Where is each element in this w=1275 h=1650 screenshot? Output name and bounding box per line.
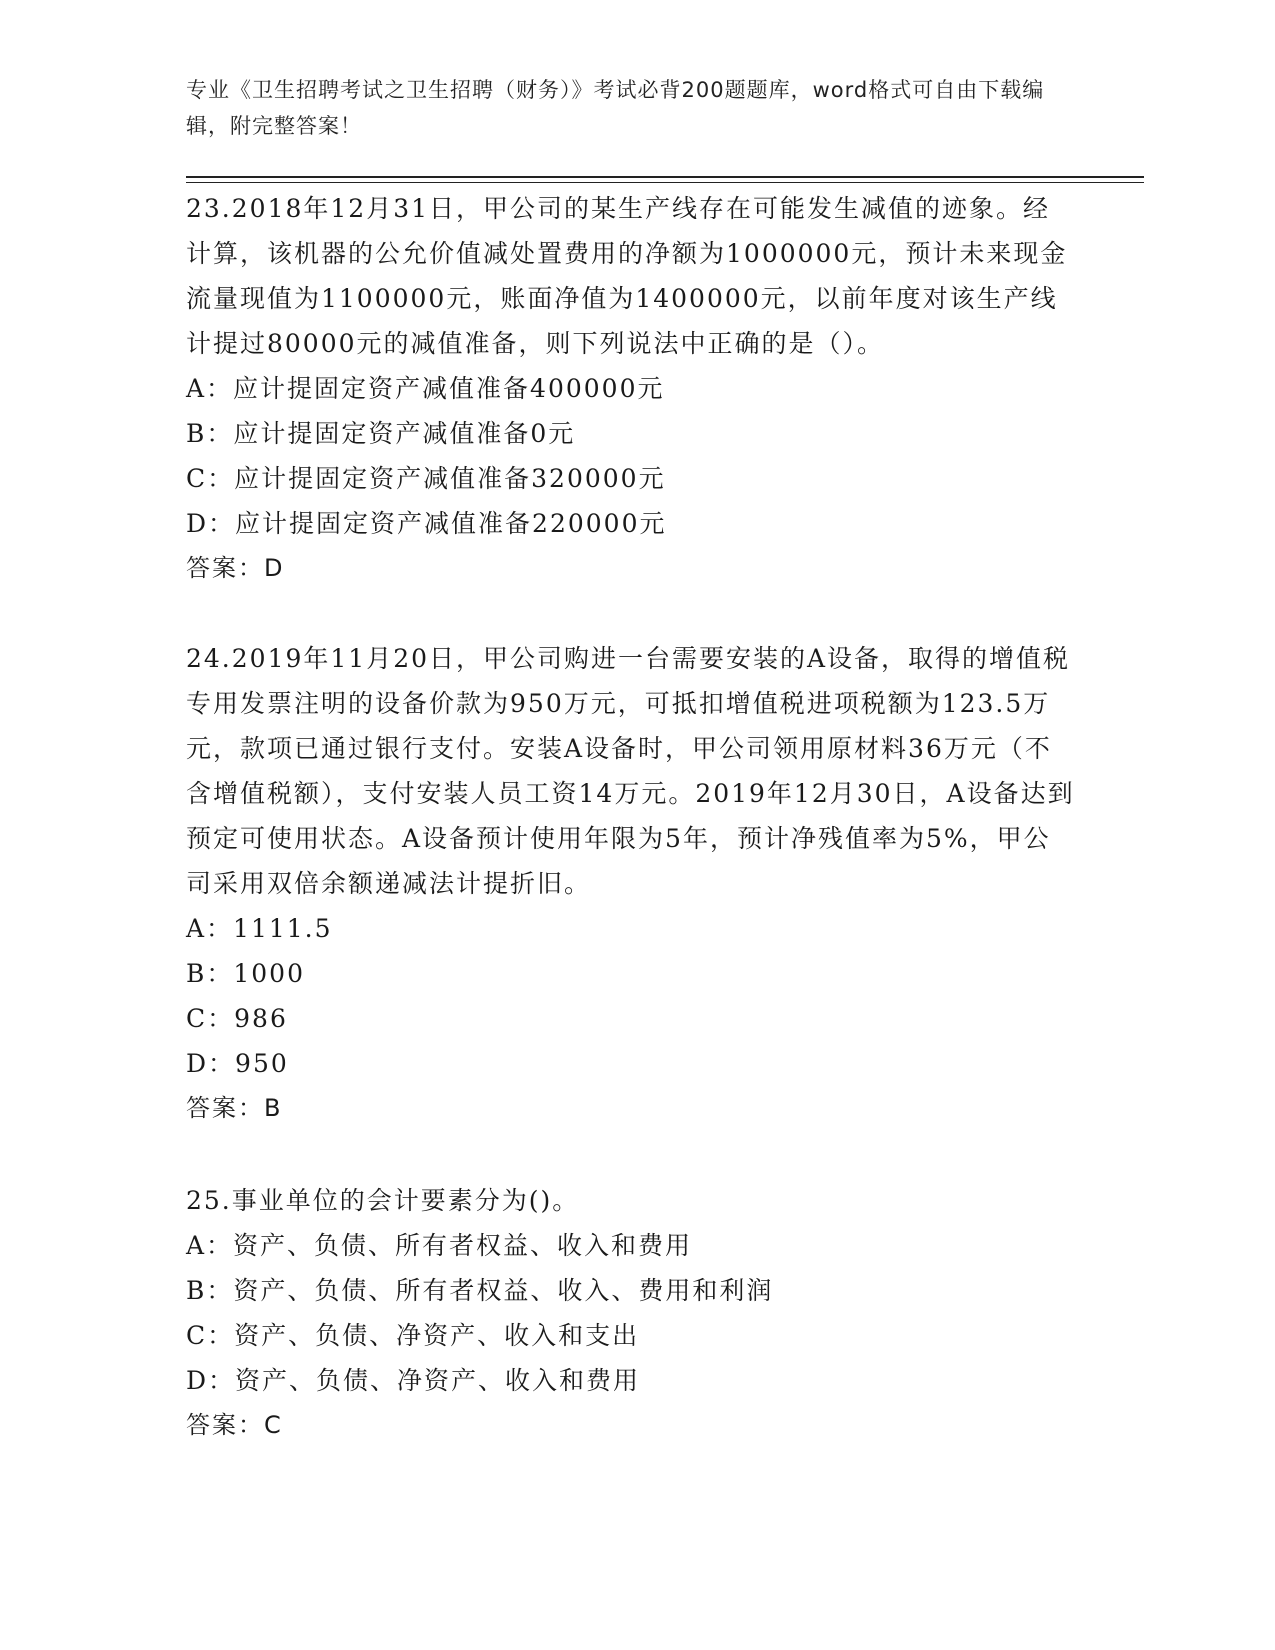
option-d: D：950	[186, 1049, 289, 1078]
question-stem: 23.2018年12月31日，甲公司的某生产线存在可能发生减值的迹象。经计算，该机器的公允价值减处置费用的净额为1000000元，预计未来现金流量现值为1100000元，账面净值为1400000元，以前年度对该生产线计提过80000元的减值准备，则下列说法中正确的是（）。	[186, 194, 1068, 358]
document-title: 专业《卫生招聘考试之卫生招聘（财务）》考试必背200题题库，word格式可自由下载编辑，附完整答案！	[186, 78, 1045, 138]
option-a: A：1111.5	[186, 914, 333, 943]
answer: 答案：D	[186, 554, 285, 582]
option-a: A：应计提固定资产减值准备400000元	[186, 374, 665, 403]
option-b: B：资产、负债、所有者权益、收入、费用和利润	[186, 1276, 774, 1305]
answer: 答案：B	[186, 1094, 283, 1122]
question-24	[186, 636, 1076, 1131]
option-c: C：986	[186, 1004, 288, 1033]
option-c: C：资产、负债、净资产、收入和支出	[186, 1321, 640, 1350]
question-stem: 25.事业单位的会计要素分为()。	[186, 1186, 580, 1215]
document-header	[186, 72, 1066, 144]
header-divider-thin	[186, 182, 1144, 183]
question-stem: 24.2019年11月20日，甲公司购进一台需要安装的A设备，取得的增值税专用发票注明的设备价款为950万元，可抵扣增值税进项税额为123.5万元，款项已通过银行支付。安装A设备时，甲公司领用原材料36万元（不含增值税额），支付安装人员工资14万元。2019年12月30日，A设备达到预定可使用状态。A设备预计使用年限为5年，预计净残值率为5%，甲公司采用双倍余额递减法计提折旧。	[186, 644, 1075, 898]
question-23	[186, 186, 1076, 591]
option-c: C：应计提固定资产减值准备320000元	[186, 464, 666, 493]
option-d: D：资产、负债、净资产、收入和费用	[186, 1366, 641, 1395]
question-25	[186, 1178, 1076, 1448]
header-divider-thick	[186, 176, 1144, 178]
option-b: B：应计提固定资产减值准备0元	[186, 419, 576, 448]
answer: 答案：C	[186, 1411, 283, 1439]
option-b: B：1000	[186, 959, 305, 988]
option-a: A：资产、负债、所有者权益、收入和费用	[186, 1231, 693, 1260]
option-d: D：应计提固定资产减值准备220000元	[186, 509, 667, 538]
